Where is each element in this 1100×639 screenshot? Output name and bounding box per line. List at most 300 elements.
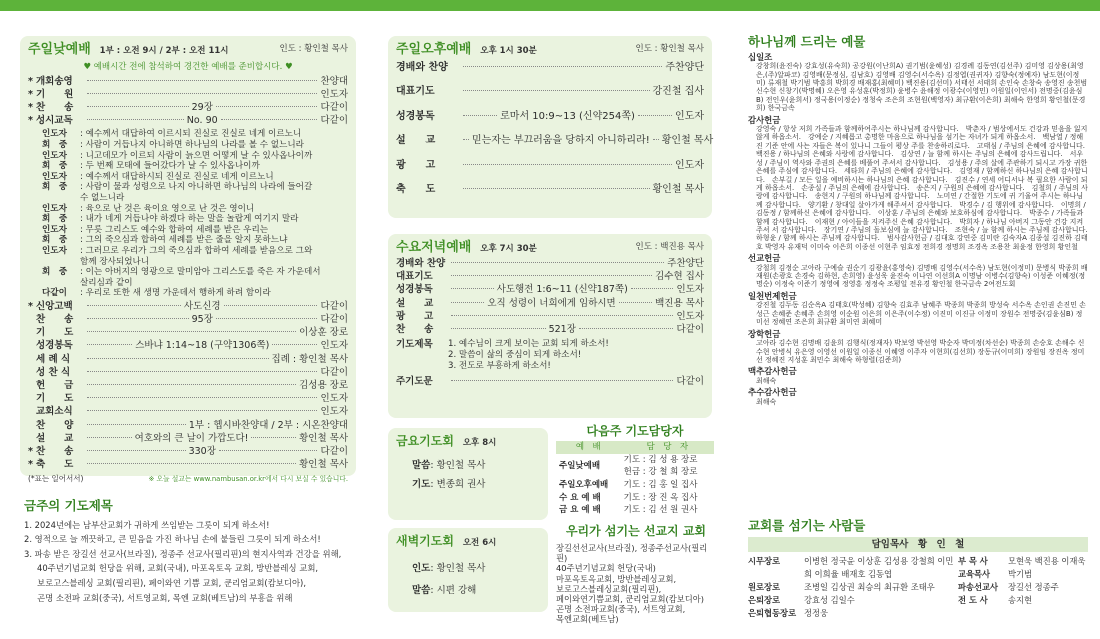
- next-prayer-person: 기도 : 김 선 원 권사: [623, 505, 698, 516]
- senior-pastor: 담임목사 황 인 철: [748, 537, 1088, 552]
- order-row: [28, 314, 348, 327]
- friday-prayer-panel: [388, 428, 548, 520]
- leader-dots: [87, 450, 186, 451]
- dawn-title: 새벽기도회: [396, 534, 454, 548]
- dawn-header: [396, 534, 540, 558]
- order-leader: 다같이: [320, 314, 349, 326]
- next-prayer-header-person: 담 당 자: [646, 442, 689, 452]
- litany-speaker: 인도자: [42, 171, 67, 182]
- litany-text: : 사람이 물과 성령으로 나지 아니하면 하나님의 나라에 들어갈: [80, 182, 313, 193]
- afternoon-leader: 인도 : 황인철 목사: [635, 44, 704, 54]
- order-leader: 집례 : 황인철 목사: [271, 353, 348, 365]
- litany-speaker: 인도자: [42, 203, 67, 214]
- litany-speaker: 회 중: [42, 139, 68, 150]
- friday-row: [412, 475, 540, 494]
- order-row: [396, 86, 704, 110]
- offering-category: 일천번제헌금: [748, 290, 797, 301]
- order-row: [396, 324, 704, 337]
- mission-title: 우리가 섬기는 선교지 교회: [565, 524, 707, 538]
- order-leader: 주찬양단: [665, 62, 704, 73]
- litany-line: [42, 140, 348, 151]
- servant-role: 은퇴장로: [748, 594, 781, 605]
- litany-text: : 예수께서 대답하여 이르시되 진실로 진실로 네게 이르노니: [80, 129, 302, 140]
- servants-section: [748, 518, 1088, 620]
- offering-category: 장학헌금: [748, 328, 781, 339]
- litany-speaker: 인도자: [42, 129, 67, 140]
- servant-row: [748, 581, 958, 594]
- order-label: 찬 송: [36, 445, 74, 457]
- litany-text: : 내가 네게 거듭나야 하겠다 하는 말을 놀랍게 여기지 말라: [80, 214, 299, 225]
- leader-dots: [653, 139, 659, 140]
- dawn-row: [412, 580, 540, 602]
- website-note: ※ 오늘 설교는 www.nambusan.or.kr에서 다시 보실 수 있습니다.: [148, 475, 348, 484]
- wednesday-prayer-item: 3. 전도로 부흥하게 하소서!: [448, 361, 551, 372]
- mission-item: 페이와연기쁨교회, 쿤리엄교회(캄보디아): [556, 594, 705, 605]
- litany-text: : 육으로 난 것은 육이요 영으로 난 것은 영이니: [80, 203, 255, 214]
- litany-line: [42, 129, 348, 140]
- weekly-prayer-title: 금주의 기도제목: [24, 498, 113, 513]
- leader-dots: [87, 80, 317, 81]
- litany-speaker: 회 중: [42, 214, 68, 225]
- leader-dots: [463, 115, 497, 116]
- litany-text: : 예수께서 대답하시되 진실로 진실로 네게 이르노니: [80, 171, 274, 182]
- leader-dots: [87, 397, 317, 398]
- afternoon-service-panel: [388, 36, 712, 218]
- friday-row-label: 기도: [412, 479, 431, 490]
- dawn-rows: [396, 558, 540, 602]
- order-row: [28, 76, 348, 89]
- order-leader: 다같이: [320, 300, 348, 312]
- order-row: [396, 271, 704, 284]
- prayer-item: 40주년기념교회 헌당을 위해, 교회(국내), 마포옥토옥 교회, 방반블레싱 교회,: [37, 563, 319, 574]
- leader-dots: [87, 331, 296, 332]
- order-row: [396, 135, 714, 159]
- order-item: 사도행전 1:6~11 (신약187쪽): [496, 284, 628, 296]
- wednesday-prayer: [396, 339, 704, 372]
- leader-dots: [463, 66, 662, 67]
- friday-header: [396, 434, 540, 456]
- next-prayer-row: [556, 492, 714, 505]
- servant-names: 정정웅: [804, 607, 829, 618]
- leader-dots: [219, 450, 318, 451]
- sunday-footer: [28, 474, 348, 488]
- next-prayer-person: 기도 : 김 홍 일 집사: [623, 479, 698, 490]
- offering-list: [748, 51, 1095, 512]
- order-leader: 백진용 목사: [655, 297, 704, 309]
- next-prayer-person: 헌금 : 강 철 희 장로: [623, 467, 698, 478]
- order-label: 축 도: [396, 183, 436, 195]
- order-leader: 황인철 목사: [661, 135, 714, 147]
- standing-mark: *: [28, 102, 33, 113]
- order-leader: 강진철 집사: [652, 86, 704, 98]
- order-item: 29장: [191, 102, 213, 113]
- servant-row: [958, 594, 1088, 607]
- dawn-row-value: : 황인철 목사: [430, 563, 486, 574]
- order-item: 330장: [188, 445, 216, 457]
- order-label: 성경봉독: [396, 284, 433, 296]
- friday-row-value: : 황인철 목사: [430, 460, 486, 471]
- order-leader: 인도자: [320, 340, 349, 352]
- servant-role: 파송선교사: [958, 581, 999, 592]
- order-label: 성경봉독: [36, 340, 73, 352]
- mission-item: 곤명 소전파교회(중국), 서트영교회,: [556, 604, 686, 615]
- order-label: 대표기도: [396, 86, 435, 98]
- litany-line: [42, 246, 348, 257]
- wednesday-closing-right: 다같이: [676, 376, 704, 388]
- offering-category: 추수감사헌금: [748, 387, 797, 398]
- mission-item: 40주년기념교회 헌당(국내): [556, 563, 656, 574]
- sunday-leader: 인도 : 황인철 목사: [279, 44, 348, 54]
- servant-row: [958, 581, 1088, 594]
- next-prayer-section: [556, 424, 714, 517]
- litany-text: : 사람이 거듭나지 아니하면 하나님의 나라를 볼 수 없느니라: [80, 139, 304, 150]
- servant-row: [958, 555, 1088, 568]
- litany-text: : 이는 아버지의 영광으로 말미암아 그리스도를 죽은 자 가운데서: [80, 267, 321, 278]
- next-prayer-service: 금 요 예 배: [559, 505, 601, 516]
- litany-text: : 니고데모가 이르되 사람이 늙으면 어떻게 날 수 있사옵나이까: [80, 150, 313, 161]
- order-item: 로마서 10:9~13 (신약254쪽): [500, 110, 635, 122]
- litany-speaker: 회 중: [42, 235, 68, 246]
- order-row: [396, 62, 704, 86]
- offering-names: 강철희 김정순 고아라 구예슬 권순기 김광윤(홍영숙) 김명배 김영수(서수옥) 남도현(이정미) 문병식 박종희 배재원(손광호 손경숙 김하현, 손희영) 윤성욱 윤진숙 이나연 이선희A 이명남 이병수(김향숙) 이성준 이혜정(정명순) 이정숙 이준기 정영예 정영흥 정정숙 조평일 전유경 황인철 한국금속 2여전도회: [756, 263, 1088, 289]
- servant-names: 장길선 정종주: [1008, 581, 1059, 592]
- prayer-item: 1. 2024년에는 남부산교회가 귀하게 쓰임받는 그릇이 되게 하소서!: [24, 519, 270, 530]
- prayer-item: 2. 영적으로 늘 깨끗하고, 큰 믿음을 가진 하나님 손에 붙들린 그릇이 되게 하소서!: [24, 534, 321, 545]
- next-prayer-service: 주일오후예배: [559, 479, 609, 490]
- order-row: [28, 406, 348, 419]
- order-row: [28, 301, 348, 314]
- leader-dots: [216, 318, 318, 319]
- weekly-prayer-list: [24, 518, 364, 606]
- offering-section: [748, 34, 1095, 512]
- mission-item: 목엔교회(베트남): [556, 614, 619, 625]
- offering-category: 감사헌금: [748, 114, 781, 125]
- order-row: [28, 459, 348, 472]
- servant-names: 강효성 김일수: [804, 594, 855, 605]
- order-label: 헌 금: [36, 380, 74, 391]
- order-label: 대표기도: [396, 271, 433, 283]
- servant-role: 부 목 사: [958, 555, 988, 566]
- next-prayer-row: [556, 454, 714, 467]
- afternoon-order: [396, 62, 714, 208]
- wednesday-closing-label: 주기도문: [396, 376, 433, 388]
- next-prayer-row: [556, 479, 714, 492]
- order-row: [396, 184, 704, 208]
- litany-line: [42, 288, 348, 299]
- order-label: 경배와 찬양: [396, 258, 446, 269]
- standing-note: (*표는 일어서서): [28, 474, 84, 484]
- leader-dots: [87, 371, 317, 372]
- order-leader: 황인철 목사: [299, 459, 348, 471]
- responsive-reading: [42, 129, 348, 299]
- order-row: [28, 354, 348, 367]
- standing-mark: *: [28, 300, 33, 312]
- next-prayer-person: 기도 : 장 진 옥 집사: [623, 492, 698, 503]
- sunday-title: 주일낮예배: [28, 42, 91, 57]
- leader-dots: [216, 106, 318, 107]
- wednesday-prayer-label: 기도제목: [396, 339, 433, 351]
- leader-dots: [451, 288, 494, 289]
- leader-dots: [451, 315, 673, 316]
- leader-dots: [251, 437, 296, 438]
- offering-names: 강창희(윤진숙) 강효성(유숙희) 공강원(이난희A) 권기범(윤혜성) 김경례 김동연(김선주) 김미영 김상용(최영은,(주)알파코) 김영배(문정심, 김남호) 김영배 김영수(서수옥) 김정엽(권귀자) 김향숙(정예자) 남도현(이정미) 류재철 박기범 박흥희 박희경 배재홍(최혜미) 백진용(김선미) 서태선 서태희 손인숙 손창숙 송영진 송천범 신수현 신창기(박명혜) 오은영 유성훈(박정희) 윤병수 윤해정 이광수(이영민) 이원일(이인서) 전명중(김윤심B) 전인우(윤희서) 정국용(이정순) 정청숙 조은희 조현원(백영자) 최규환(이은희) 최해숙 한영희 황인철(문경희) 한국금속: [756, 62, 1088, 113]
- servants-right: [958, 555, 1088, 620]
- order-label: 기 도: [36, 393, 74, 405]
- order-leader: 다같이: [320, 102, 349, 113]
- next-prayer-service: 수 요 예 배: [559, 492, 601, 503]
- leader-dots: [638, 115, 672, 116]
- order-row: [396, 160, 704, 184]
- order-leader: 다같이: [320, 445, 348, 457]
- leader-dots: [451, 275, 652, 276]
- friday-row-value: : 변종희 권사: [430, 479, 486, 490]
- next-prayer-person: 기도 : 김 성 용 장로: [623, 454, 698, 465]
- order-leader: 인도자: [676, 310, 704, 322]
- leader-dots: [87, 358, 269, 359]
- order-label: 교회소식: [36, 406, 73, 418]
- litany-text: : 무릇 그리스도 예수와 합하여 세례를 받은 우리는: [80, 224, 269, 235]
- litany-text: : 우리로 또한 새 생명 가운데서 행하게 하려 함이라: [80, 288, 271, 299]
- leader-dots: [463, 90, 650, 91]
- order-label: 기 도: [36, 327, 74, 339]
- friday-rows: [396, 456, 540, 494]
- sunday-order-bottom: [28, 301, 348, 472]
- leader-dots: [87, 119, 184, 120]
- order-leader: 다같이: [320, 366, 348, 378]
- wednesday-time: 오후 7시 30분: [480, 244, 537, 254]
- servant-row: [748, 607, 958, 620]
- leader-dots: [463, 164, 672, 165]
- order-label: 찬 양: [36, 419, 74, 431]
- servant-role: 전 도 사: [958, 594, 988, 605]
- order-row: [28, 102, 348, 115]
- offering-category: 선교헌금: [748, 253, 781, 264]
- order-row: [396, 111, 704, 135]
- leader-dots: [451, 262, 664, 263]
- next-prayer-row: [556, 504, 714, 517]
- wednesday-prayer-item: 1. 예수님이 크게 보이는 교회 되게 하소서!: [448, 339, 609, 350]
- servant-role: 교육목사: [958, 568, 991, 579]
- sunday-banner: ♥ 예배시간 전에 참석하여 경건한 예배를 준비합시다. ♥: [83, 62, 293, 72]
- leader-dots: [272, 344, 317, 345]
- mission-section: [556, 524, 716, 625]
- order-leader: 인도자: [676, 284, 705, 296]
- order-row: [28, 340, 348, 353]
- servants-title: 교회를 섬기는 사람들: [748, 518, 866, 533]
- order-item: 521장: [548, 323, 576, 335]
- order-label: 성 찬 식: [36, 366, 71, 378]
- litany-speaker: 다같이: [42, 288, 67, 299]
- servant-role: 시무장로: [748, 555, 781, 566]
- mission-list: [556, 543, 716, 625]
- wednesday-prayer-item: 2. 말씀이 삶의 중심이 되게 하소서!: [448, 350, 582, 361]
- servant-row: [748, 555, 958, 581]
- litany-line: [42, 151, 348, 162]
- offering-title: 하나님께 드리는 예물: [748, 34, 866, 49]
- order-row: [396, 284, 704, 297]
- servant-names: 모현욱 백진용 이재욱: [1008, 555, 1086, 566]
- litany-line: [42, 225, 348, 236]
- order-row: [28, 327, 348, 340]
- leader-dots: [579, 328, 674, 329]
- wednesday-title: 수요저녁예배: [396, 240, 472, 255]
- litany-line: [42, 214, 348, 225]
- order-row: [396, 258, 704, 271]
- litany-speaker: 인도자: [42, 150, 67, 161]
- litany-text: 살리심과 같이: [80, 277, 133, 288]
- servant-role: 원로장로: [748, 581, 781, 592]
- order-row: [28, 367, 348, 380]
- order-label: 신앙고백: [36, 300, 73, 312]
- mission-item: 장길선선교사(브라질), 정종주선교사(필리핀): [556, 543, 708, 564]
- order-label: 설 교: [36, 432, 74, 444]
- friday-title: 금요기도회: [396, 434, 454, 448]
- order-label: 설 교: [396, 297, 434, 309]
- litany-speaker: 인도자: [42, 224, 67, 235]
- order-leader: 찬양대: [320, 75, 348, 87]
- litany-text: : 그러므로 우리가 그의 죽으심과 합하여 세례를 받음으로 그와: [80, 245, 313, 256]
- standing-mark: *: [28, 459, 33, 471]
- next-prayer-header-service: 예 배: [575, 442, 601, 452]
- servant-role: 은퇴협동장로: [748, 607, 797, 618]
- leader-dots: [87, 463, 296, 464]
- standing-mark: *: [28, 75, 33, 87]
- order-leader: 다같이: [676, 323, 704, 335]
- order-label: 성경봉독: [396, 110, 435, 122]
- order-leader: 황인철 목사: [652, 183, 704, 195]
- offering-names: 최해숙: [756, 397, 777, 406]
- offering-category: 십일조: [748, 51, 773, 62]
- order-leader: 김성용 장로: [299, 380, 348, 391]
- leader-dots: [87, 424, 186, 425]
- next-prayer-table: [556, 441, 714, 517]
- sunday-order-top: [28, 76, 348, 129]
- order-row: [28, 433, 348, 446]
- afternoon-title: 주일오후예배: [396, 42, 472, 57]
- order-row: [28, 420, 348, 433]
- litany-speaker: 회 중: [42, 267, 68, 278]
- order-item: 1부 : 헵시바찬양대 / 2부 : 시온찬양대: [188, 419, 348, 431]
- servant-row: [958, 568, 1088, 581]
- offering-names: 고아라 김수현 김명배 김윤희 김행식(정재자) 박보영 박선영 박순자 박미정(차선순) 박종희 손승호 손해수 신수현 안병식 유은영 이영선 이원일 이종신 이혜영 이주자 이현희(김선희) 장동규(이미희) 장원임 장진옥 정미선 정혜진 지성훈 최민수 최해숙 하형렬(김준희): [756, 339, 1085, 364]
- wednesday-header: [396, 240, 704, 258]
- litany-line: [42, 235, 348, 246]
- dawn-time: 오전 6시: [462, 538, 497, 548]
- servant-names: 이병헌 정국윤 이상훈 김성용 강철희 이민희 이희율 배재호 김동엽: [804, 555, 954, 579]
- order-label: 찬 송: [36, 102, 74, 113]
- weekly-prayer-section: [24, 498, 364, 605]
- litany-line: [42, 172, 348, 183]
- order-label: 찬 송: [396, 323, 434, 335]
- offering-names: 최해숙: [756, 376, 777, 385]
- order-leader: 김수현 집사: [655, 271, 704, 283]
- servants-grid: [748, 555, 1088, 620]
- order-label: 세 례 식: [36, 353, 71, 365]
- litany-text: : 두 번째 모태에 들어갔다가 날 수 있사옵나이까: [80, 161, 260, 172]
- order-leader: 황인철 목사: [299, 432, 349, 444]
- leader-dots: [619, 302, 652, 303]
- litany-line: [42, 257, 348, 268]
- wednesday-service-panel: [388, 234, 712, 418]
- order-leader: 인도자: [320, 88, 348, 100]
- litany-line: [42, 204, 348, 215]
- order-leader: 인도자: [675, 159, 704, 171]
- top-green-bar: [0, 0, 1100, 11]
- leader-dots: [87, 384, 296, 385]
- litany-speaker: 인도자: [42, 245, 67, 256]
- friday-row: [412, 456, 540, 475]
- next-prayer-title: 다음주 기도담당자: [586, 424, 684, 438]
- leader-dots: [87, 318, 189, 319]
- leader-dots: [451, 380, 673, 381]
- leader-dots: [451, 328, 546, 329]
- order-row: [28, 115, 348, 128]
- order-label: 개회송영: [36, 75, 73, 87]
- leader-dots: [631, 288, 674, 289]
- leader-dots: [87, 437, 132, 438]
- leader-dots: [87, 106, 189, 107]
- friday-time: 오후 8시: [462, 438, 497, 448]
- leader-dots: [224, 305, 318, 306]
- prayer-item: 곤명 소전파 교회(중국), 서트영교회, 목엔 교회(베트남)의 부흥을 위해: [37, 592, 293, 603]
- next-prayer-service: 주일낮예배: [559, 460, 601, 471]
- sunday-service-panel: [20, 36, 356, 484]
- prayer-item: 3. 파송 받은 장길선 선교사(브라질), 정종주 선교사(필리핀)의 현지사역과 건강을 위해,: [24, 548, 342, 559]
- order-row: [28, 446, 348, 459]
- order-label: 기 원: [36, 88, 74, 100]
- order-label: 경배와 찬양: [396, 62, 448, 73]
- leader-dots: [463, 188, 650, 189]
- litany-line: [42, 193, 348, 204]
- dawn-row-value: : 시편 강해: [430, 585, 477, 596]
- leader-dots: [451, 302, 484, 303]
- order-label: 설 교: [396, 135, 436, 147]
- order-row: [396, 311, 704, 324]
- order-item: 오직 성령이 너희에게 임하시면: [487, 297, 616, 309]
- servant-row: [748, 594, 958, 607]
- servant-names: 조병일 김상권 최승의 최규환 조태우: [804, 581, 935, 592]
- order-leader: 인도자: [320, 406, 348, 418]
- litany-line: [42, 161, 348, 172]
- dawn-row-label: 인도: [412, 563, 431, 574]
- order-item: 사도신경: [183, 300, 221, 312]
- afternoon-time: 오후 1시 30분: [480, 46, 537, 56]
- servant-names: 송지현: [1008, 594, 1033, 605]
- litany-line: [42, 182, 348, 193]
- leader-dots: [87, 305, 181, 306]
- wednesday-prayer-items: [448, 339, 609, 372]
- litany-text: 함께 장사되었나니: [80, 256, 150, 267]
- leader-dots: [87, 93, 317, 94]
- offering-names: 강진철 김두동 김순옥A 김태호(박성혜) 김향숙 김효주 남혜주 박종희 박종희 방성숙 서수옥 손인권 손진민 손성근 손혜준 손혜주 손희영 이순원 이은희 이은주(이수정) 이진미 이진규 이정미 장원수 전명중(김윤심B) 정미선 정혜연 조은희 최규환 최미연 최혜미: [756, 301, 1086, 327]
- afternoon-header: [396, 42, 704, 62]
- standing-mark: *: [28, 88, 33, 100]
- offering-names: 강영숙 / 항상 저희 가족들과 함께하여주시는 하나님께 감사합니다. 박춘자 / 범상에서도 건강과 믿음을 잃지 않게 하옵소서. 강예순 / 지혜롭고 총명한 마음으로 하나님을 섬기는 자녀가 되게 하옵소서. 백남열 / 정해진 기준 안에 사는 자들은 복이 있나니 그들이 평상 주를 찬송하리로다. 고태심 / 주님의 은혜에 감사합니다. 백진용 / 하나님의 은혜와 사랑에 감사합니다. 김상연 / 늘 함께 하시는 주님의 은혜에 감사드립니다. 서우성 / 주님이 역사와 주권의 은혜를 베풀어 주셔서 감사합니다. 김성용 / 주의 살에 주관하기 되시고 가장 귀한 은혜를 주심에 감사합니다. 세타희 / 주님의 은혜에 감사합니다. 김영재 / 함께하신 하나님의 은혜 감사합니다. 손부길 / 모든 일을 예비하시는 하나님의 은혜 감사합니다. 김진수 / 연세 어디서나 복 필요한 사람이 되게 하옵소서. 손종실 / 주님의 은혜에 감사합니다. 송은지 / 구원의 은혜에 감사합니다. 김철희 / 주님의 사랑에 감사합니다. 송현지 / 구원의 하나님께 감사합니다. 노미연 / 간절한 기도에 귀 기울여 주시는 하나님께 감사합니다. 양기환 / 창대일 살아가게 해주셔서 감사합니다. 박경수 / 김 행위에 감사합니다. 이명희 / 김동정 / 함께하신 은혜에 감사합니다. 이상훈 / 주님의 은혜와 보호하심에 감사합니다. 박종수 / 가족들과 함께 감사합니다. 이재현 / 아이들을 지켜주신 은혜 감사합니다. 박희자 / 하나님 아버지 그동안 건강 지켜 주셔 서 감사합니다. 장기연 / 주님의 돌보심에 늘 감사합니다. 조현숙 / 늘 함께 하시는 주님께 감사합니다. 하형윤 / 함께 하시는 주님께 감사합니다. 범사감사헌금 / 김대호 강연중 김미란 김숙자A 김종설 김진하 김태호 박영자 유재덕 이미숙 이은희 이종선 이현주 임효정 전희경 정명희 조경옥 조용찬 최윤정 한영희 황인철: [756, 125, 1095, 251]
- mission-item: 보로고스블레싱교회(필리핀),: [556, 583, 662, 594]
- mission-item: 마포옥토옥교회, 방반블레싱교회,: [556, 573, 677, 584]
- order-label: 성시교독: [36, 115, 73, 127]
- servant-names: 박기범: [1008, 568, 1033, 579]
- order-item: No. 90: [186, 115, 218, 127]
- order-item: 95장: [191, 314, 213, 326]
- order-leader: 주찬양단: [667, 258, 704, 269]
- dawn-row: [412, 558, 540, 580]
- leader-dots: [87, 410, 317, 411]
- litany-line: [42, 267, 348, 278]
- order-row: [28, 380, 348, 393]
- wednesday-order: [396, 258, 704, 337]
- order-leader: 다같이: [320, 115, 349, 127]
